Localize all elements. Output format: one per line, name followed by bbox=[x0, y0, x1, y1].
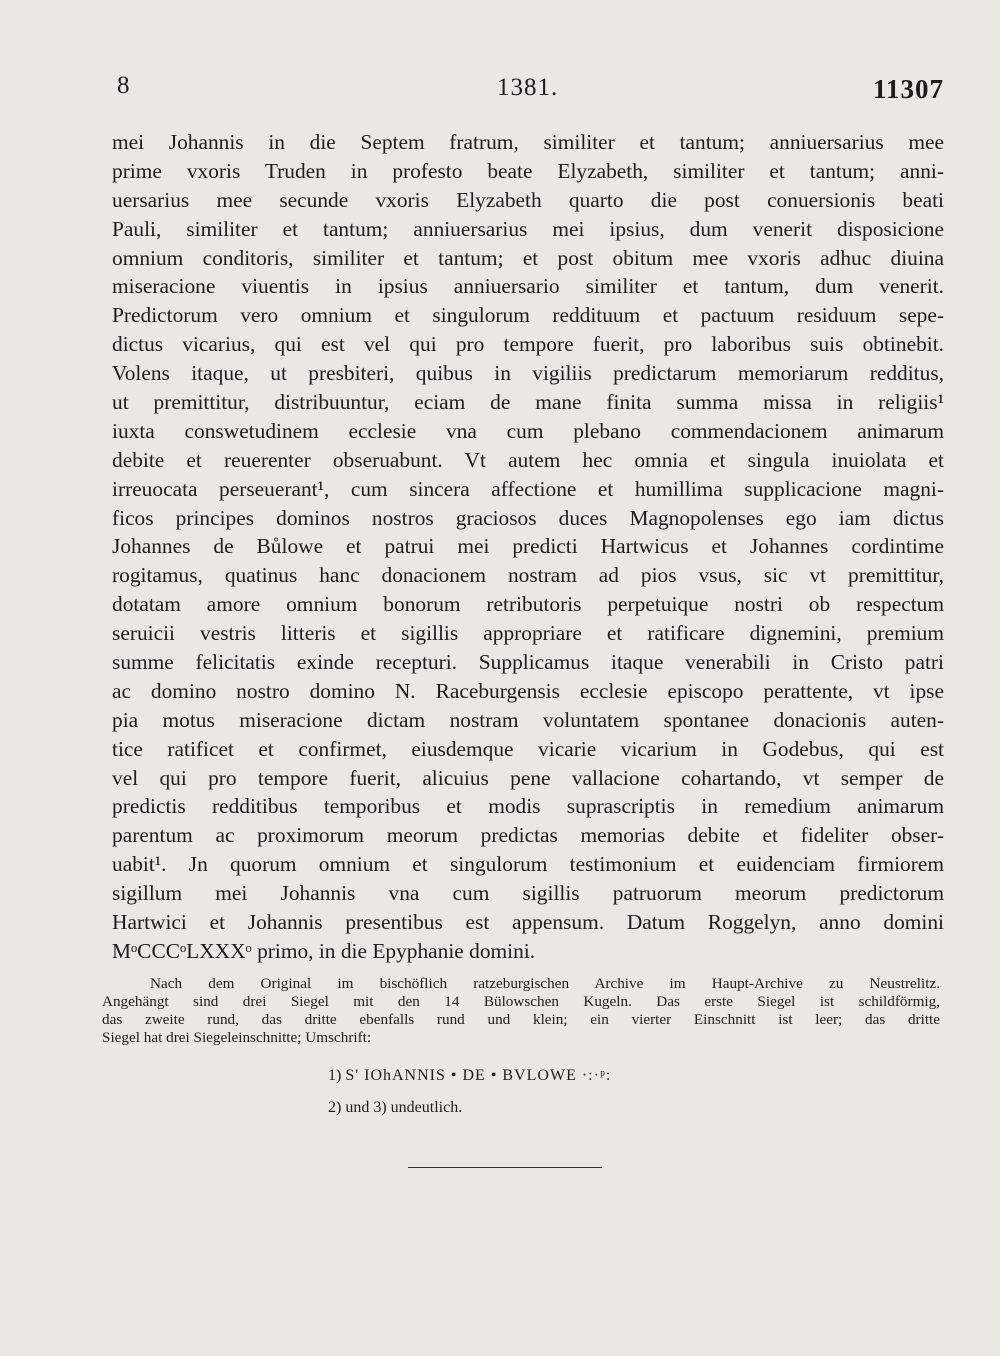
note-line: Angehängt sind drei Siegel mit den 14 Bülowschen Kugeln. Das erste Siegel ist schildförmig, bbox=[102, 993, 940, 1010]
text-line: uersarius mee secunde vxoris Elyzabeth quarto die post conuersionis beati bbox=[112, 187, 944, 212]
text-line: vel qui pro tempore fuerit, alicuius pene vallacione cohartando, vt semper de bbox=[112, 765, 944, 790]
text-line: mei Johannis in die Septem fratrum, similiter et tantum; anniuersarius mee bbox=[112, 130, 944, 154]
text-line: irreuocata perseuerant¹, cum sincera affectione et humillima supplicacione magni- bbox=[112, 476, 944, 501]
seal-1-inscription: S' IOhANNIS • DE • BVLOWE ·:·ᵖ: bbox=[345, 1067, 612, 1084]
text-line: Johannes de Bůlowe et patrui mei predicti Hartwicus et Johannes cordintime bbox=[112, 534, 944, 559]
text-line: iuxta conswetudinem ecclesie vna cum plebano commendacionem animarum bbox=[112, 418, 944, 443]
text-line: seruicii vestris litteris et sigillis appropriare et ratificare dignemini, premium bbox=[112, 621, 944, 646]
seal-inscriptions bbox=[328, 1060, 611, 1124]
text-line: Hartwici et Johannis presentibus est appensum. Datum Roggelyn, anno domini bbox=[112, 910, 944, 935]
text-line: pia motus miseracione dictam nostram voluntatem spontanee donacionis auten- bbox=[112, 707, 944, 732]
page-number: 8 bbox=[117, 72, 130, 99]
page-header bbox=[0, 72, 1000, 112]
text-line: Volens itaque, ut presbiteri, quibus in vigiliis predictarum memoriarum redditus, bbox=[112, 361, 944, 386]
text-line: dotatam amore omnium bonorum retributoris perpetuique nostri ob respectum bbox=[112, 592, 944, 617]
seal-1-number: 1) bbox=[328, 1067, 342, 1084]
text-line: predictis redditibus temporibus et modis suprascriptis in remedium animarum bbox=[112, 794, 944, 819]
text-line: Pauli, similiter et tantum; anniuersarius mei ipsius, dum venerit disposicione bbox=[112, 216, 944, 241]
charter-text bbox=[112, 128, 944, 966]
closing-rule bbox=[408, 1167, 602, 1168]
text-line: summe felicitatis exinde recepturi. Supplicamus itaque venerabili in Cristo patri bbox=[112, 650, 944, 675]
seal-2-3: 2) und 3) undeutlich. bbox=[328, 1099, 463, 1116]
text-line: Predictorum vero omnium et singulorum reddituum et pactuum residuum sepe- bbox=[112, 303, 944, 328]
text-line: omnium conditoris, similiter et tantum; et post obitum mee vxoris adhuc diuina bbox=[112, 245, 944, 270]
text-line: uabit¹. Jn quorum omnium et singulorum testimonium et euidenciam firmiorem bbox=[112, 852, 944, 877]
editorial-note bbox=[102, 975, 940, 1047]
text-line: rogitamus, quatinus hanc donacionem nostram ad pios vsus, sic vt premittitur, bbox=[112, 563, 944, 588]
text-line: ficos principes dominos nostros graciosos duces Magnopolenses ego iam dictus bbox=[112, 505, 944, 530]
text-line: parentum ac proximorum meorum predictas memorias debite et fideliter obser- bbox=[112, 823, 944, 848]
note-line: Siegel hat drei Siegeleinschnitte; Umschrift: bbox=[102, 1029, 372, 1046]
text-line: prime vxoris Truden in profesto beate Elyzabeth, similiter et tantum; anni- bbox=[112, 158, 944, 183]
text-line: sigillum mei Johannis vna cum sigillis patruorum meorum predictorum bbox=[112, 881, 944, 906]
text-line: miseracione viuentis in ipsius anniuersario similiter et tantum, dum venerit. bbox=[112, 274, 944, 299]
note-line: Nach dem Original im bischöflich ratzeburgischen Archive im Haupt-Archive zu Neustrelitz. bbox=[150, 975, 940, 992]
text-line: tice ratificet et confirmet, eiusdemque vicarie vicarium in Godebus, qui est bbox=[112, 736, 944, 761]
seal-1 bbox=[328, 1060, 611, 1092]
note-line: das zweite rund, das dritte ebenfalls rund und klein; ein vierter Einschnitt ist leer; das dritte bbox=[102, 1011, 940, 1028]
text-line: ut premittitur, distribuuntur, eciam de mane finita summa missa in religiis¹ bbox=[112, 390, 944, 415]
text-line: ac domino nostro domino N. Raceburgensis ecclesie episcopo perattente, vt ipse bbox=[112, 678, 944, 703]
text-line: MᵒCCCᵒLXXXᵒ primo, in die Epyphanie domini. bbox=[112, 938, 536, 963]
text-line: dictus vicarius, qui est vel qui pro tempore fuerit, pro laboribus suis obtinebit. bbox=[112, 332, 944, 357]
document-number: 11307 bbox=[872, 74, 944, 104]
text-line: debite et reuerenter obseruabunt. Vt autem hec omnia et singula inuiolata et bbox=[112, 447, 944, 472]
year-heading: 1381. bbox=[497, 74, 559, 101]
